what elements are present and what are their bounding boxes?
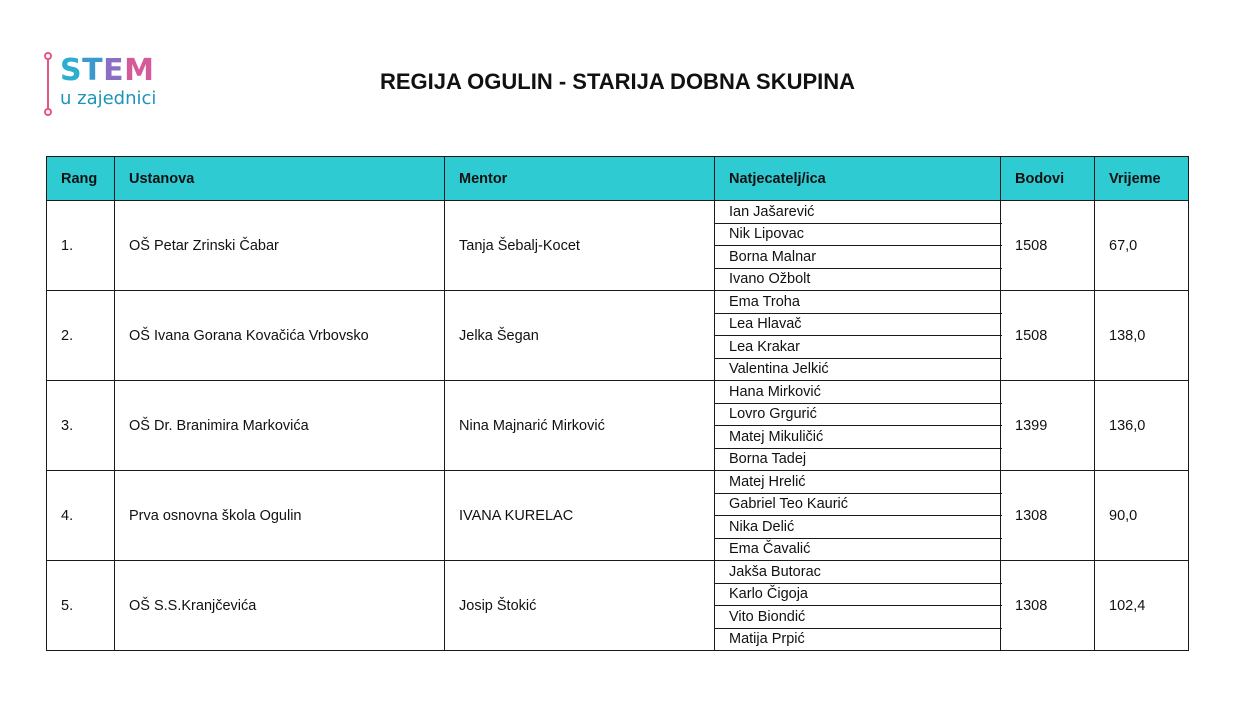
contestant-name: Gabriel Teo Kaurić	[715, 494, 1002, 517]
contestant-name: Karlo Čigoja	[715, 584, 1002, 607]
contestant-name: Borna Malnar	[715, 246, 1002, 269]
contestant-name: Ema Čavalić	[729, 541, 811, 558]
table-header-row	[47, 157, 1189, 201]
logo-letter: E	[103, 53, 125, 88]
points-cell: 1308	[1001, 561, 1095, 651]
logo-accent-bar	[47, 56, 49, 112]
contestant-name: Nika Delić	[715, 516, 1002, 539]
rank-cell: 4.	[47, 471, 115, 561]
contestant-name: Ian Jašarević	[715, 201, 1002, 224]
column-header-rank: Rang	[47, 157, 115, 201]
rank-cell: 5.	[47, 561, 115, 651]
table-row	[47, 381, 1189, 471]
mentor-cell: Tanja Šebalj-Kocet	[445, 201, 715, 291]
results-table	[46, 156, 1189, 651]
contestant-name: Matija Prpić	[729, 631, 805, 648]
logo-letter: S	[60, 53, 83, 88]
contestant-name: Ema Troha	[715, 291, 1002, 314]
logo-tagline: u zajednici	[60, 88, 157, 109]
column-header-school: Ustanova	[115, 157, 445, 201]
table-row	[47, 471, 1189, 561]
time-cell: 136,0	[1095, 381, 1189, 471]
contestant-name: Hana Mirković	[715, 381, 1002, 404]
column-header-points: Bodovi	[1001, 157, 1095, 201]
logo-letter: M	[124, 53, 155, 88]
contestants-cell	[715, 381, 1001, 471]
logo-dot-top	[44, 52, 52, 60]
contestant-list	[715, 201, 1000, 290]
mentor-cell: Josip Štokić	[445, 561, 715, 651]
logo-letter: T	[82, 53, 104, 88]
mentor-cell: IVANA KURELAC	[445, 471, 715, 561]
stem-logo	[44, 52, 184, 118]
table-row	[47, 201, 1189, 291]
school-cell: Prva osnovna škola Ogulin	[115, 471, 445, 561]
logo-wordmark	[60, 54, 154, 88]
rank-cell: 3.	[47, 381, 115, 471]
points-cell: 1508	[1001, 201, 1095, 291]
contestant-name: Lea Hlavač	[715, 314, 1002, 337]
contestant-name: Lovro Grgurić	[715, 404, 1002, 427]
page-title: REGIJA OGULIN - STARIJA DOBNA SKUPINA	[379, 69, 856, 94]
points-cell: 1508	[1001, 291, 1095, 381]
school-cell: OŠ Dr. Branimira Markovića	[115, 381, 445, 471]
contestant-name: Ivano Ožbolt	[729, 271, 811, 288]
school-cell: OŠ S.S.Kranjčevića	[115, 561, 445, 651]
contestants-cell	[715, 471, 1001, 561]
time-cell: 138,0	[1095, 291, 1189, 381]
contestants-cell	[715, 561, 1001, 651]
contestant-list	[715, 381, 1000, 470]
school-cell: OŠ Ivana Gorana Kovačića Vrbovsko	[115, 291, 445, 381]
contestant-list	[715, 471, 1000, 560]
contestant-list	[715, 561, 1000, 650]
table-row	[47, 291, 1189, 381]
contestant-name: Vito Biondić	[715, 606, 1002, 629]
contestant-name: Valentina Jelkić	[729, 361, 829, 378]
rank-cell: 1.	[47, 201, 115, 291]
contestant-name: Lea Krakar	[715, 336, 1002, 359]
time-cell: 102,4	[1095, 561, 1189, 651]
points-cell: 1308	[1001, 471, 1095, 561]
contestant-list	[715, 291, 1000, 380]
time-cell: 67,0	[1095, 201, 1189, 291]
rank-cell: 2.	[47, 291, 115, 381]
contestants-cell	[715, 291, 1001, 381]
contestant-name: Nik Lipovac	[715, 224, 1002, 247]
school-cell: OŠ Petar Zrinski Čabar	[115, 201, 445, 291]
time-cell: 90,0	[1095, 471, 1189, 561]
column-header-time: Vrijeme	[1095, 157, 1189, 201]
contestant-name: Borna Tadej	[729, 451, 807, 468]
table-row	[47, 561, 1189, 651]
contestant-name: Matej Mikuličić	[715, 426, 1002, 449]
logo-dot-bottom	[44, 108, 52, 116]
column-header-contestants: Natjecatelj/ica	[715, 157, 1001, 201]
points-cell: 1399	[1001, 381, 1095, 471]
contestants-cell	[715, 201, 1001, 291]
mentor-cell: Nina Majnarić Mirković	[445, 381, 715, 471]
mentor-cell: Jelka Šegan	[445, 291, 715, 381]
column-header-mentor: Mentor	[445, 157, 715, 201]
contestant-name: Jakša Butorac	[715, 561, 1002, 584]
contestant-name: Matej Hrelić	[715, 471, 1002, 494]
